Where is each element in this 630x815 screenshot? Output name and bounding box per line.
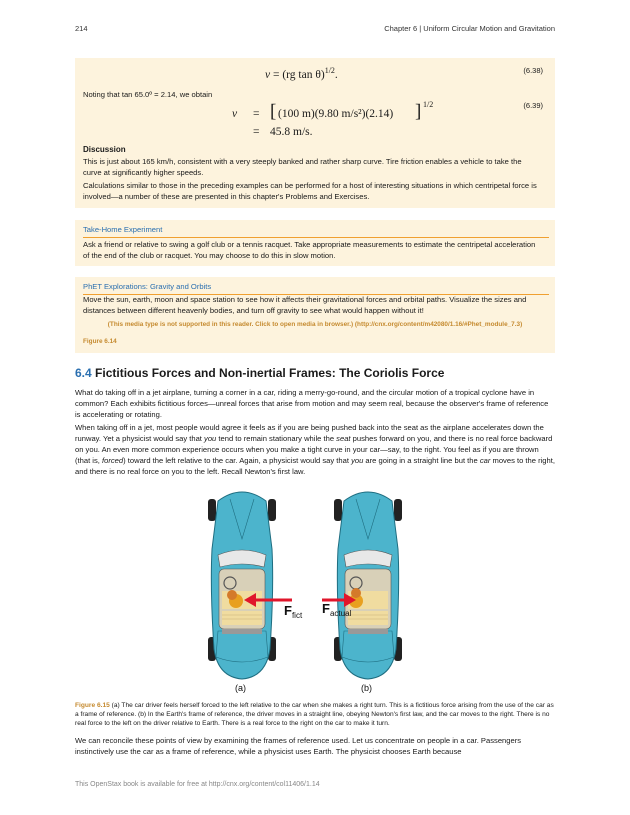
text-run: are going in a straight line but the: [363, 456, 480, 465]
paragraph: What do taking off in a jet airplane, turning a corner in a car, riding a merry-go-round, and the circular motion of a tropical cyclone have in common? Each exhibits fictitious forces—unreal forces that arise from motion and may seem real, because the observer's frame of reference is accelerating or rotating.: [75, 388, 549, 419]
caption-text: (a) The car driver feels herself forced to the left relative to the car when she makes a right turn. This is a fictitious force arising from the use of the car as a frame of reference. (b) In the Earth's frame of reference, the driver moves in a straight line, obeying Newton's first law, and the car moves to the right. There is no real force to the left on the driver relative to Earth. There is a real force to the right on the car to make it turn.: [75, 702, 554, 728]
chapter-title: Chapter 6 | Uniform Circular Motion and Gravitation: [384, 24, 555, 33]
f-fict-main: F: [284, 603, 292, 618]
text-run: ) toward the left relative to the car. Again, a physicist would say that: [123, 456, 352, 465]
eq-result: 45.8 m/s.: [270, 126, 313, 138]
eq-lhs: v: [232, 108, 238, 120]
figure-caption: [75, 701, 555, 729]
noting-text: Noting that tan 65.0º = 2.14, we obtain: [83, 90, 213, 99]
bracket-right: ]: [415, 101, 422, 122]
f-actual-sub: actual: [329, 609, 352, 618]
equation-number: (6.39): [523, 101, 543, 110]
eq-lhs: v: [265, 68, 271, 81]
discussion-paragraph: This is just about 165 km/h, consistent with a very steeply banked and rather sharp curve. Tire friction enables a vehicle to take the curve at significantly higher speeds.: [83, 157, 522, 177]
eq-exp: 1/2: [423, 100, 434, 109]
phet-body: Move the sun, earth, moon and space station to see how it affects their gravitational forces and orbital paths. Visualize the sizes and distances between different heavenly bodies, and turn off gravity to see what would happen without it!: [83, 295, 527, 315]
page-number: 214: [75, 24, 88, 33]
text-run: you: [204, 434, 217, 443]
phet-title: PhET Explorations: Gravity and Orbits: [83, 282, 549, 295]
caption-label: Figure 6.15: [75, 702, 110, 709]
media-link[interactable]: (This media type is not supported in this reader. Click to open media in browser.) (http://cnx.org/content/m42080/1.16/#Phet_module_7.3): [107, 321, 523, 328]
text-run: you: [351, 456, 364, 465]
example-box: [75, 58, 555, 208]
equation-number: (6.38): [523, 66, 543, 75]
f-actual-main: F: [322, 601, 330, 616]
section-title: [75, 366, 444, 380]
car-a: [208, 492, 276, 679]
discussion-paragraph: Calculations similar to those in the preceding examples can be performed for a host of interesting situations in which centripetal force is involved—a number of these are presented in this chapter's Problems and Exercises.: [83, 181, 537, 201]
take-home-box: [75, 220, 555, 266]
figure-label: Figure 6.14: [83, 338, 117, 345]
eq-rhs: = (rg tan θ): [272, 68, 325, 81]
eq-bracket-content: (100 m)(9.80 m/s²)(2.14): [278, 108, 394, 120]
panel-label-b: (b): [361, 683, 372, 693]
f-fict-sub: fict: [291, 611, 303, 620]
car-b: [334, 492, 402, 679]
bracket-left: [: [270, 101, 277, 122]
car-illustration: [190, 483, 440, 698]
text-run: moves to the right, and there is no real force on you to the left. Recall Newton's first law.: [75, 456, 555, 476]
f-fict-label: [284, 603, 303, 620]
phet-box: [75, 277, 555, 353]
panel-label-a: (a): [235, 683, 246, 693]
section-title-text: Fictitious Forces and Non-inertial Frames: The Coriolis Force: [95, 366, 445, 380]
text-run: forced: [102, 456, 124, 465]
paragraph: [75, 422, 555, 477]
discussion-heading: Discussion: [83, 145, 126, 154]
page-header: [75, 24, 555, 36]
eq-equals: =: [253, 108, 260, 120]
page-footer: This OpenStax book is available for free at http://cnx.org/content/col11406/1.14: [75, 781, 320, 788]
section-number: 6.4: [75, 366, 92, 380]
text-run: seat: [336, 434, 351, 443]
eq-equals: =: [253, 126, 260, 138]
eq-exp: 1/2: [324, 66, 335, 75]
text-run: car: [479, 456, 491, 465]
take-home-title: Take-Home Experiment: [83, 225, 549, 238]
text-run: tend to remain stationary while the: [216, 434, 337, 443]
paragraph: We can reconcile these points of view by examining the frames of reference used. Let us concentrate on people in a car. Passengers instinctively use the car as a frame of reference, while a physicist uses Earth. The physicist chooses Earth because: [75, 736, 522, 756]
figure-6-15: [190, 483, 440, 698]
text-run: When taking off in a jet, most people would agree it feels as if you are being pushed back into the seat as the airplane accelerates down the runway. Yet a physicist would say that: [75, 423, 544, 443]
eq-end: .: [334, 68, 338, 81]
text-run: pushes forward on you, and there is no real force backward on you. An even more common experience occurs when you make a tight curve in your car—say, to the right. You feel as if you are thrown (that is,: [75, 434, 553, 465]
equation-6-39: [75, 101, 555, 141]
take-home-body: Ask a friend or relative to swing a golf club or a tennis racquet. Take appropriate measurements to estimate the centripetal acceleration of the end of the club or racquet. You may choose to do this in slow motion.: [83, 240, 536, 260]
